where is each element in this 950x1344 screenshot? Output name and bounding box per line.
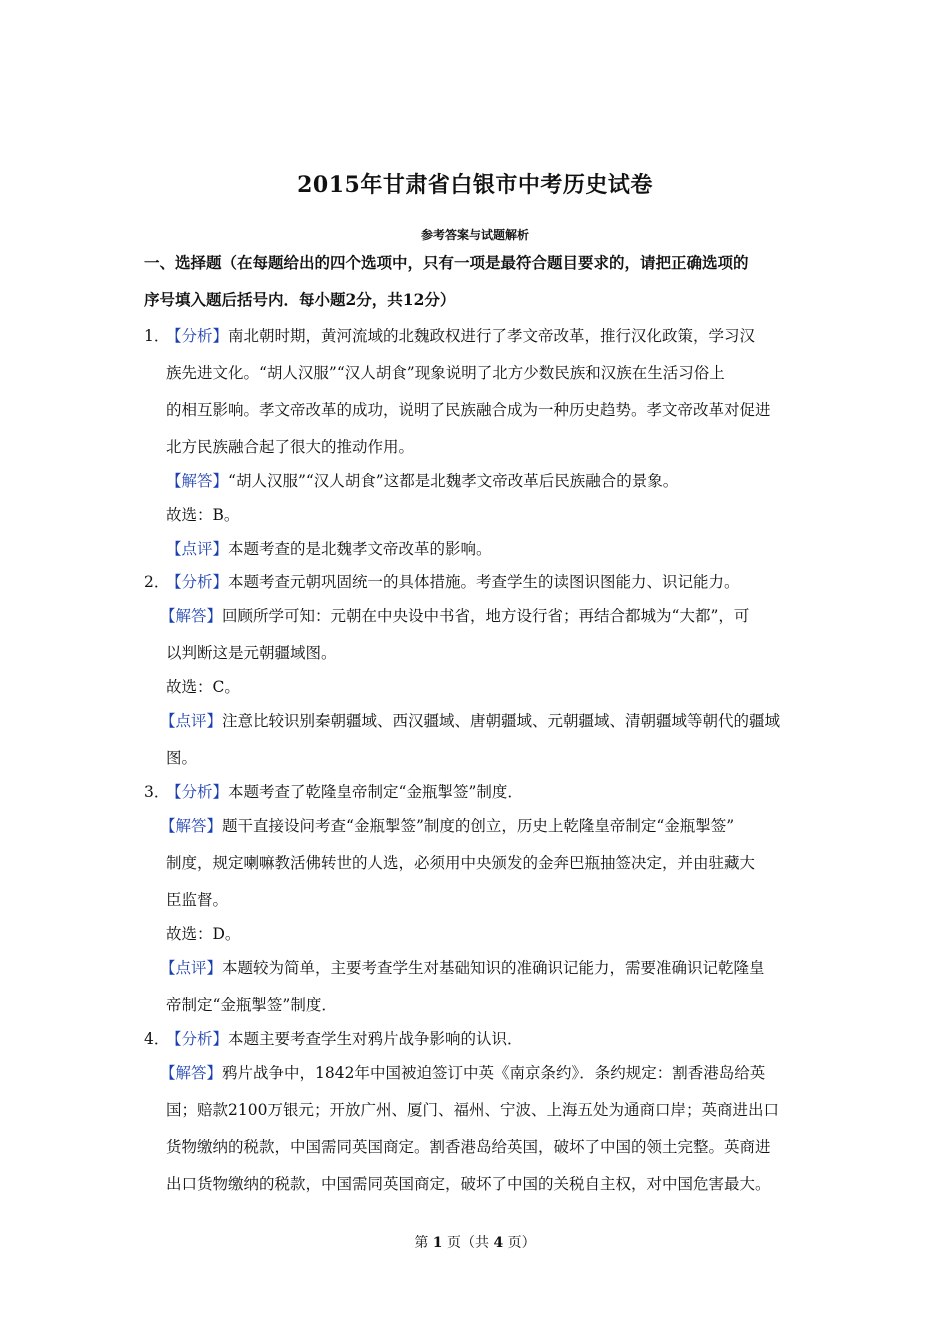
q2-answer-line: 以判断这是元朝疆域图。 bbox=[166, 644, 337, 662]
page-total: 4 bbox=[493, 1235, 504, 1251]
q4-answer-line: 货物缴纳的税款，中国需同英国商定。割香港岛给英国，破坏了中国的领土完整。英商进 bbox=[166, 1138, 771, 1156]
q1-analysis-line: 北方民族融合起了很大的推动作用。 bbox=[166, 438, 415, 456]
comment-tag: 【点评】 bbox=[160, 712, 223, 730]
analysis-tag: 【分析】 bbox=[166, 1030, 229, 1048]
page-subtitle: 参考答案与试题解析 bbox=[420, 228, 529, 242]
comment-tag: 【点评】 bbox=[166, 540, 229, 558]
section-heading-line-1: 一、选择题（在每题给出的四个选项中，只有一项是最符合题目要求的，请把正确选项的 bbox=[144, 253, 749, 272]
q1-analysis-line: 【分析】南北朝时期，黄河流域的北魏政权进行了孝文帝改革，推行汉化政策，学习汉 bbox=[166, 327, 756, 345]
q1-answer-line: 【解答】“胡人汉服”“汉人胡食”这都是北魏孝文帝改革后民族融合的景象。 bbox=[166, 472, 679, 490]
q1-choice: 故选：B。 bbox=[166, 506, 240, 524]
q2-choice: 故选：C。 bbox=[166, 678, 240, 696]
question-number: 1． bbox=[144, 327, 170, 345]
q2-comment-line: 图。 bbox=[166, 749, 198, 767]
q1-comment-line: 【点评】本题考查的是北魏孝文帝改革的影响。 bbox=[166, 540, 492, 558]
q2-analysis-line: 【分析】本题考查元朝巩固统一的具体措施。考查学生的读图识图能力、识记能力。 bbox=[166, 573, 740, 591]
analysis-tag: 【分析】 bbox=[166, 327, 229, 345]
q3-comment-line: 【点评】本题较为简单，主要考查学生对基础知识的准确识记能力，需要准确识记乾隆皇 bbox=[160, 959, 765, 977]
q3-analysis-line: 【分析】本题考查了乾隆皇帝制定“金瓶掣签”制度． bbox=[166, 783, 523, 801]
q4-answer-line: 国；赔款2100万银元；开放广州、厦门、福州、宁波、上海五处为通商口岸；英商进出口 bbox=[166, 1101, 779, 1119]
q1-analysis-line: 的相互影响。孝文帝改革的成功，说明了民族融合成为一种历史趋势。孝文帝改革对促进 bbox=[166, 401, 771, 419]
answer-tag: 【解答】 bbox=[166, 472, 229, 490]
question-number: 2． bbox=[144, 573, 170, 591]
page-number: 1 bbox=[432, 1235, 443, 1251]
q4-answer-line: 【解答】鸦片战争中，1842年中国被迫签订中英《南京条约》．条约规定：割香港岛给英 bbox=[160, 1064, 766, 1082]
q4-answer-line: 出口货物缴纳的税款，中国需同英国商定，破坏了中国的关税自主权，对中国危害最大。 bbox=[166, 1175, 771, 1193]
q2-comment-line: 【点评】注意比较识别秦朝疆域、西汉疆域、唐朝疆域、元朝疆域、清朝疆域等朝代的疆域 bbox=[160, 712, 781, 730]
answer-tag: 【解答】 bbox=[160, 607, 223, 625]
question-number: 4． bbox=[144, 1030, 170, 1048]
analysis-tag: 【分析】 bbox=[166, 783, 229, 801]
page-footer: 第 1 页（共 4 页） bbox=[414, 1235, 536, 1251]
q3-comment-line: 帝制定“金瓶掣签”制度． bbox=[166, 996, 337, 1014]
answer-tag: 【解答】 bbox=[160, 1064, 223, 1082]
answer-tag: 【解答】 bbox=[160, 817, 223, 835]
question-number: 3． bbox=[144, 783, 170, 801]
q3-choice: 故选：D。 bbox=[166, 925, 241, 943]
q3-answer-line: 臣监督。 bbox=[166, 891, 229, 909]
q3-answer-line: 【解答】题干直接设问考查“金瓶掣签”制度的创立，历史上乾隆皇帝制定“金瓶掣签” bbox=[160, 817, 735, 835]
comment-tag: 【点评】 bbox=[160, 959, 223, 977]
q4-analysis-line: 【分析】本题主要考查学生对鸦片战争影响的认识． bbox=[166, 1030, 523, 1048]
analysis-tag: 【分析】 bbox=[166, 573, 229, 591]
page-title: 2015年甘肃省白银市中考历史试卷 bbox=[297, 172, 653, 198]
q1-analysis-line: 族先进文化。“胡人汉服”“汉人胡食”现象说明了北方少数民族和汉族在生活习俗上 bbox=[166, 364, 725, 382]
q2-answer-line: 【解答】回顾所学可知：元朝在中央设中书省，地方设行省；再结合都城为“大都”，可 bbox=[160, 607, 750, 625]
section-heading-line-2: 序号填入题后括号内．每小题2分，共12分） bbox=[144, 290, 456, 309]
q3-answer-line: 制度，规定喇嘛教活佛转世的人选，必须用中央颁发的金奔巴瓶抽签决定，并由驻藏大 bbox=[166, 854, 756, 872]
